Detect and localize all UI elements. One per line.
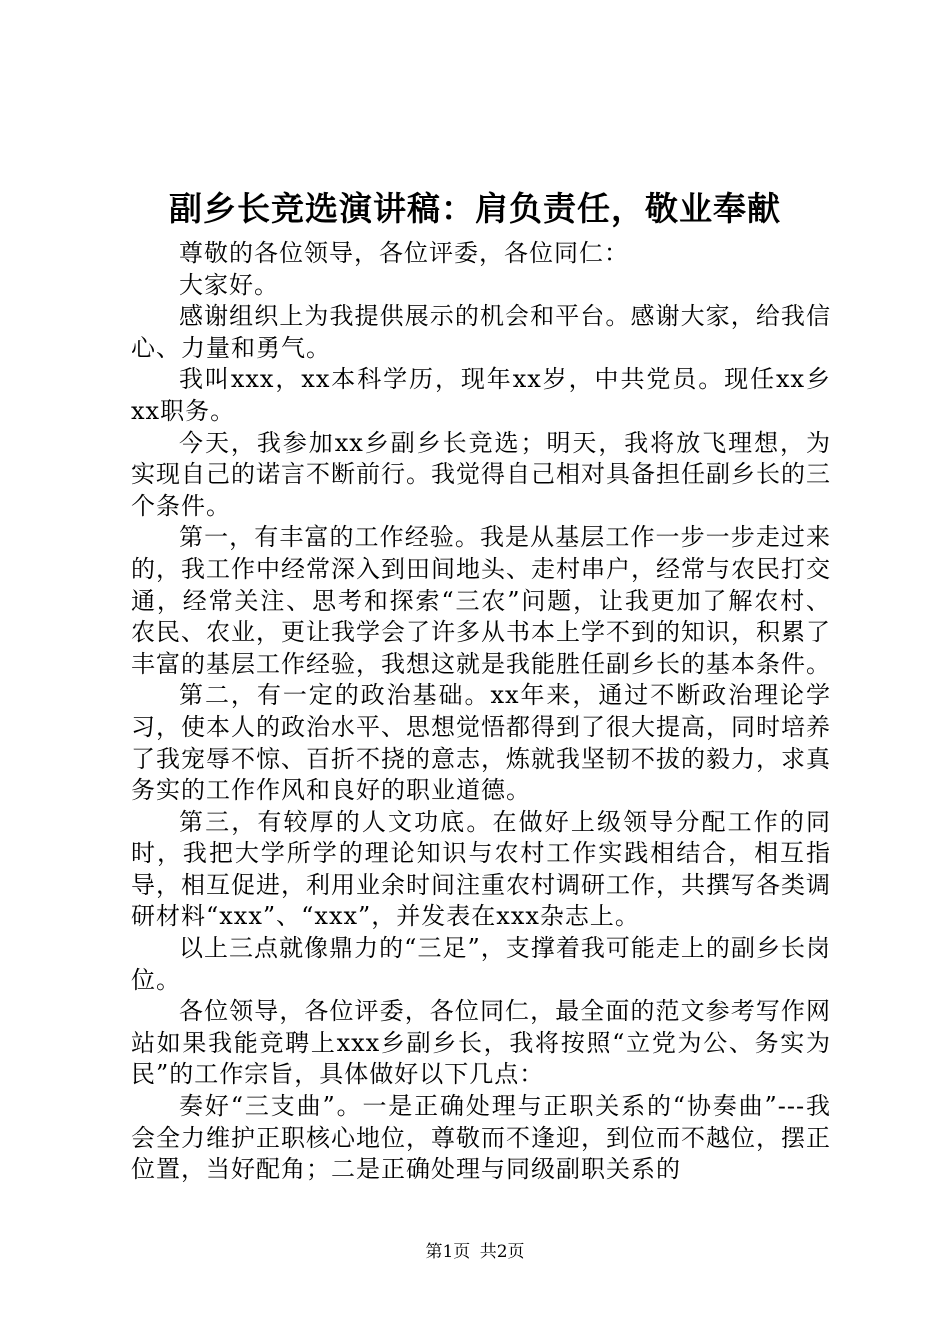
document-title: 副乡长竞选演讲稿：肩负责任，敬业奉献 [169,189,781,228]
purpose-paragraph: 今天，我参加xx乡副乡长竞选；明天，我将放飞理想，为实现自己的诺言不断前行。我觉得自己相对具备担任副乡长的三个条件。 [131,428,831,520]
page-total: 共2页 [479,1242,525,1262]
plan-intro-paragraph: 各位领导，各位评委，各位同仁，最全面的范文参考写作网站如果我能竞聘上xxx乡副乡长，我将按照“立党为公、务实为民”的工作宗旨，具体做好以下几点： [131,997,831,1089]
greeting-paragraph: 大家好。 [179,270,279,299]
summary-paragraph: 以上三点就像鼎力的“三足”，支撑着我可能走上的副乡长岗位。 [131,934,831,994]
self-intro-paragraph: 我叫xxx，xx本科学历，现年xx岁，中共党员。现任xx乡xx职务。 [131,365,831,425]
condition-two-paragraph: 第二，有一定的政治基础。xx年来，通过不断政治理论学习，使本人的政治水平、思想觉悟都得到了很大提高，同时培养了我宠辱不惊、百折不挠的意志，炼就我坚韧不拔的毅力，求真务实的工作作风和良好的职业道德。 [131,681,831,805]
plan-item-paragraph: 奏好“三支曲”。一是正确处理与正职关系的“协奏曲”---我会全力维护正职核心地位，尊敬而不逢迎，到位而不越位，摆正位置，当好配角；二是正确处理与同级副职关系的 [131,1092,831,1184]
thanks-paragraph: 感谢组织上为我提供展示的机会和平台。感谢大家，给我信心、力量和勇气。 [131,302,831,362]
salutation-paragraph: 尊敬的各位领导，各位评委，各位同仁： [179,239,629,267]
page-number: 第1页 [425,1242,471,1262]
condition-three-paragraph: 第三，有较厚的人文功底。在做好上级领导分配工作的同时，我把大学所学的理论知识与农村工作实践相结合，相互指导，相互促进，利用业余时间注重农村调研工作，共撰写各类调研材料“xxx”、“xxx”，并发表在xxx杂志上。 [131,807,831,931]
document-body [131,238,831,1186]
condition-one-paragraph: 第一，有丰富的工作经验。我是从基层工作一步一步走过来的，我工作中经常深入到田间地头、走村串户，经常与农民打交通，经常关注、思考和探索“三农”问题，让我更加了解农村、农民、农业，更让我学会了许多从书本上学不到的知识，积累了丰富的基层工作经验，我想这就是我能胜任副乡长的基本条件。 [131,523,831,678]
page-footer [0,1240,950,1264]
